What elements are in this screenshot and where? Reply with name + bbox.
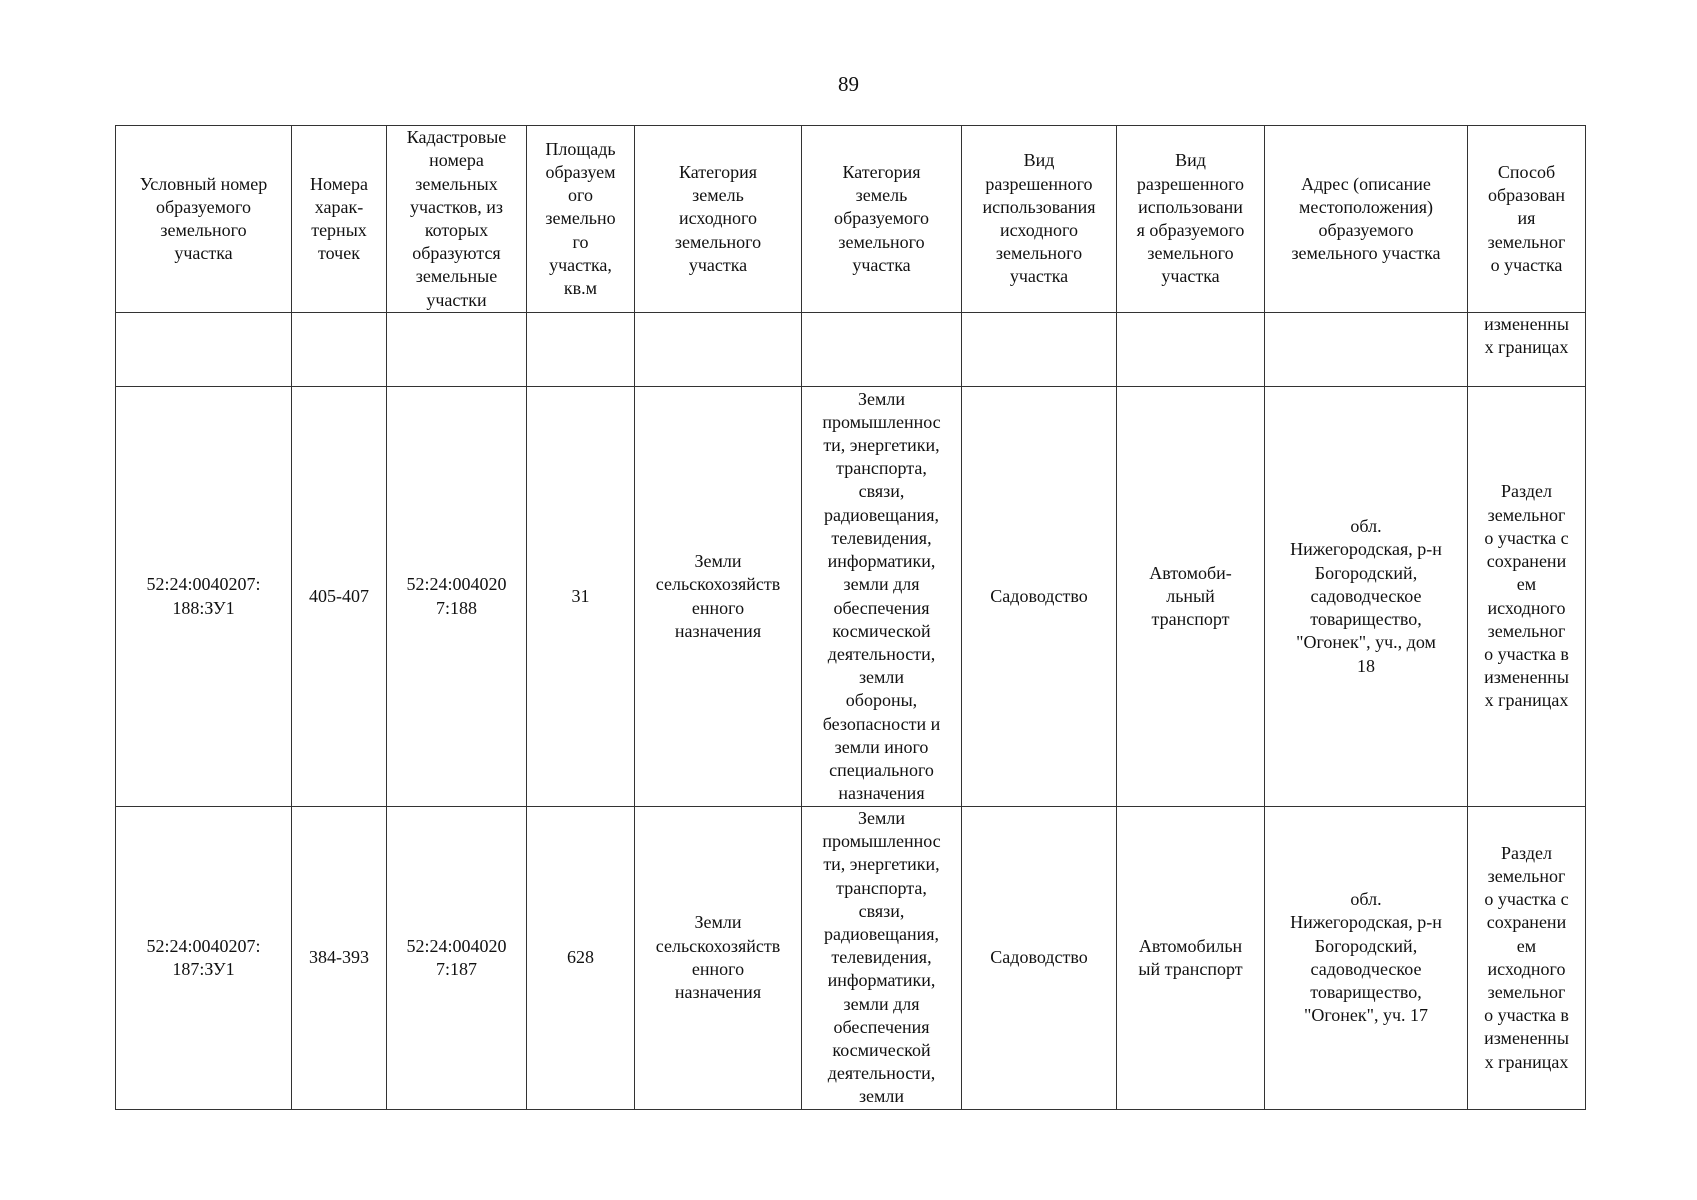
cell-area: 628 bbox=[527, 807, 635, 1110]
table-cell bbox=[292, 313, 387, 387]
table-row bbox=[116, 387, 1586, 807]
land-plots-table bbox=[115, 125, 1586, 1110]
table-cell bbox=[527, 313, 635, 387]
cell-new-category: Земли промышленнос ти, энергетики, транспорта, связи, радиовещания, телевидения, информатики, земли для обеспечения космической деятельности, земли обороны, безопасности и земли иного специального назначения bbox=[802, 387, 962, 807]
cell-address: обл. Нижегородская, р-н Богородский, садоводческое товарищество, "Огонек", уч., дом 18 bbox=[1265, 387, 1468, 807]
table-cell bbox=[802, 313, 962, 387]
cell-cadastral-number: 52:24:004020 7:187 bbox=[387, 807, 527, 1110]
table-cell bbox=[1117, 313, 1265, 387]
table-cell bbox=[1265, 313, 1468, 387]
page-number: 89 bbox=[838, 72, 859, 96]
header-cell-source-permitted-use: Вид разрешенного использования исходного земельного участка bbox=[962, 126, 1117, 313]
table-header-row bbox=[116, 126, 1586, 313]
cell-formation-method: Раздел земельног о участка с сохранени ем исходного земельног о участка в измененны х границах bbox=[1468, 387, 1586, 807]
cell-address: обл. Нижегородская, р-н Богородский, садоводческое товарищество, "Огонек", уч. 17 bbox=[1265, 807, 1468, 1110]
header-cell-new-permitted-use: Вид разрешенного использовани я образуемого земельного участка bbox=[1117, 126, 1265, 313]
cell-plot-number: 52:24:0040207: 187:ЗУ1 bbox=[116, 807, 292, 1110]
header-cell-area: Площадь образуем ого земельно го участка, кв.м bbox=[527, 126, 635, 313]
table-cell bbox=[387, 313, 527, 387]
header-cell-source-category: Категория земель исходного земельного участка bbox=[635, 126, 802, 313]
cell-cadastral-number: 52:24:004020 7:188 bbox=[387, 387, 527, 807]
cell-plot-number: 52:24:0040207: 188:ЗУ1 bbox=[116, 387, 292, 807]
header-cell-address: Адрес (описание местоположения) образуемого земельного участка bbox=[1265, 126, 1468, 313]
table-continuation-row bbox=[116, 313, 1586, 387]
table-cell bbox=[116, 313, 292, 387]
cell-new-permitted-use: Автомоби- льный транспорт bbox=[1117, 387, 1265, 807]
cell-new-permitted-use: Автомобильн ый транспорт bbox=[1117, 807, 1265, 1110]
header-cell-cadastral-numbers: Кадастровые номера земельных участков, из которых образуются земельные участки bbox=[387, 126, 527, 313]
header-cell-point-numbers: Номера харак- терных точек bbox=[292, 126, 387, 313]
cell-source-category: Земли сельскохозяйств енного назначения bbox=[635, 387, 802, 807]
header-cell-plot-number: Условный номер образуемого земельного участка bbox=[116, 126, 292, 313]
table-cell bbox=[635, 313, 802, 387]
cell-source-permitted-use: Садоводство bbox=[962, 807, 1117, 1110]
cell-source-permitted-use: Садоводство bbox=[962, 387, 1117, 807]
cell-new-category: Земли промышленнос ти, энергетики, транспорта, связи, радиовещания, телевидения, информатики, земли для обеспечения космической деятельности, земли bbox=[802, 807, 962, 1110]
table-row bbox=[116, 807, 1586, 1110]
cell-point-numbers: 384-393 bbox=[292, 807, 387, 1110]
header-cell-new-category: Категория земель образуемого земельного участка bbox=[802, 126, 962, 313]
header-cell-formation-method: Способ образован ия земельног о участка bbox=[1468, 126, 1586, 313]
cell-source-category: Земли сельскохозяйств енного назначения bbox=[635, 807, 802, 1110]
table-cell: измененны х границах bbox=[1468, 313, 1586, 387]
cell-area: 31 bbox=[527, 387, 635, 807]
table-cell bbox=[962, 313, 1117, 387]
cell-point-numbers: 405-407 bbox=[292, 387, 387, 807]
cell-formation-method: Раздел земельног о участка с сохранени ем исходного земельног о участка в измененны х границах bbox=[1468, 807, 1586, 1110]
